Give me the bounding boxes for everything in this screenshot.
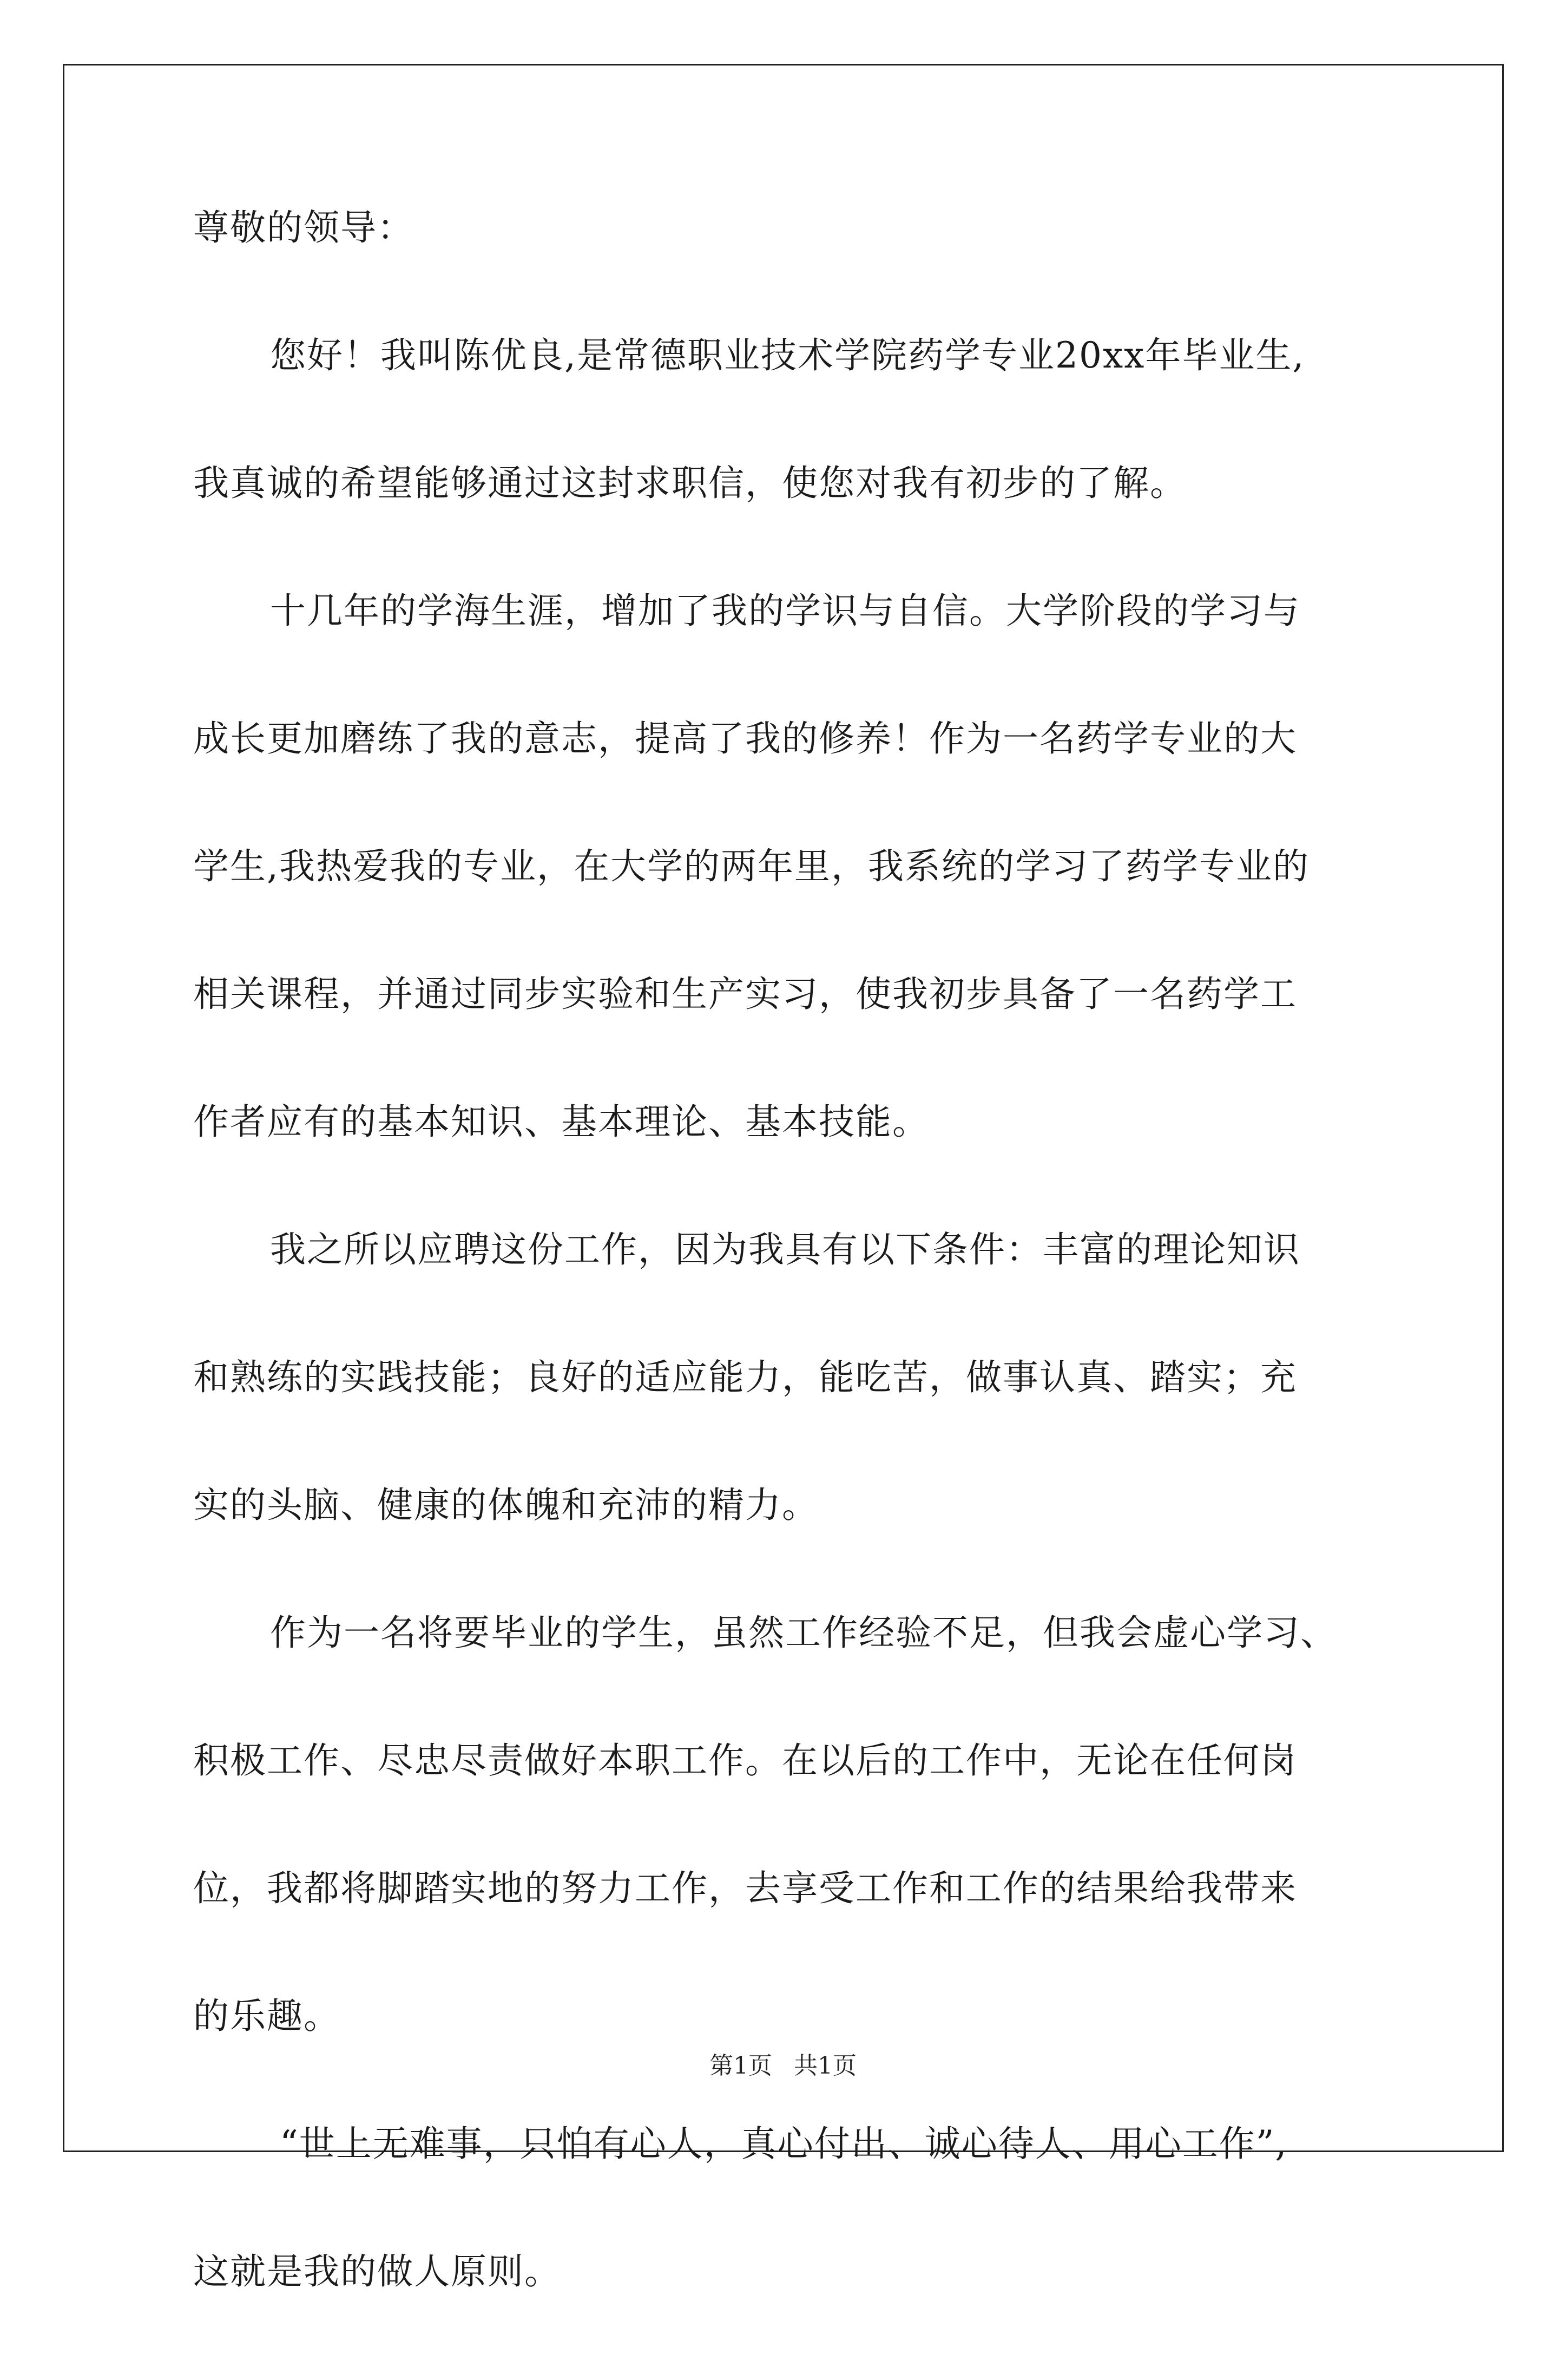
paragraph-2-line-5: 作者应有的基本知识、基本理论、基本技能。	[193, 1101, 929, 1143]
paragraph-5-line-1: “世上无难事，只怕有心人，真心付出、诚心待人、用心工作”,	[280, 2123, 1288, 2165]
paragraph-5-line-2: 这就是我的做人原则。	[193, 2251, 561, 2292]
page-number: 第1页	[709, 2052, 772, 2080]
paragraph-4-line-1: 作为一名将要毕业的学生，虽然工作经验不足，但我会虚心学习、	[270, 1612, 1337, 1654]
paragraph-1-line-1: 您好！我叫陈优良,是常德职业技术学院药学专业20xx年毕业生,	[270, 335, 1305, 376]
paragraph-4-line-4: 的乐趣。	[193, 1995, 340, 2037]
paragraph-1-line-2: 我真诚的希望能够通过这封求职信，使您对我有初步的了解。	[193, 462, 1187, 504]
paragraph-4-line-2: 积极工作、尽忠尽责做好本职工作。在以后的工作中，无论在任何岗	[193, 1740, 1297, 1781]
paragraph-2-line-4: 相关课程，并通过同步实验和生产实习，使我初步具备了一名药学工	[193, 973, 1297, 1015]
paragraph-2-line-3: 学生,我热爱我的专业，在大学的两年里，我系统的学习了药学专业的	[193, 845, 1310, 887]
paragraph-3-line-3: 实的头脑、健康的体魄和充沛的精力。	[193, 1484, 819, 1526]
paragraph-3-line-1: 我之所以应聘这份工作，因为我具有以下条件：丰富的理论知识	[270, 1229, 1300, 1270]
page-footer	[0, 2046, 1566, 2081]
greeting: 尊敬的领导：	[193, 207, 414, 248]
paragraph-2-line-1: 十几年的学海生涯，增加了我的学识与自信。大学阶段的学习与	[270, 590, 1300, 632]
paragraph-3-line-2: 和熟练的实践技能；良好的适应能力，能吃苦，做事认真、踏实；充	[193, 1356, 1297, 1398]
paragraph-2-line-2: 成长更加磨练了我的意志，提高了我的修养！作为一名药学专业的大	[193, 718, 1297, 759]
paragraph-4-line-3: 位，我都将脚踏实地的努力工作，去享受工作和工作的结果给我带来	[193, 1867, 1297, 1909]
page-total: 共1页	[794, 2052, 857, 2080]
